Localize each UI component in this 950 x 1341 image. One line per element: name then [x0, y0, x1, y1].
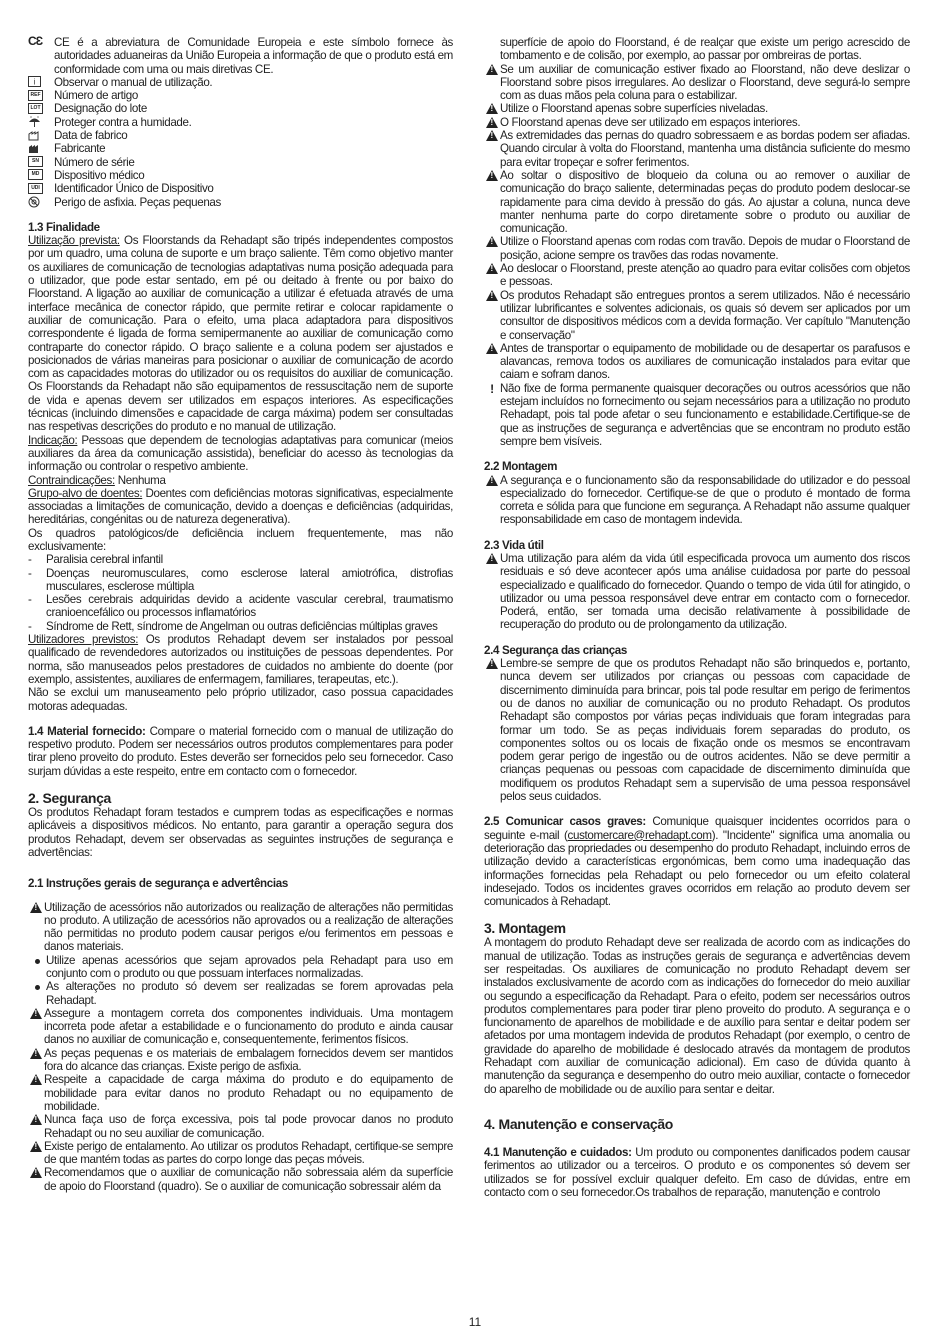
- safety-continued: superfície de apoio do Floorstand, é de realçar que existe um perigo acrescido de tombamento e de colisão, por exemplo, ao passar por ombreiras de portas.: [500, 36, 910, 63]
- dash-bullet: -: [28, 619, 32, 633]
- safety-item: ! Antes de transportar o equipamento de mobilidade ou de desapertar os parafusos e alavancas, remova todos os auxiliares de comunicação instalados para evitar que caiam e sofram danos.: [484, 342, 910, 382]
- svg-text:i: i: [33, 77, 36, 87]
- email-link[interactable]: customercare@rehadapt.com: [567, 828, 712, 842]
- warning-icon: [30, 1114, 42, 1125]
- section-3-text: A montagem do produto Rehadapt deve ser realizada de acordo com as indicações do manual de utilização. Todas as instruções gerais de segurança e advertências devem ser respeitadas. Os auxiliares de comunicação no produto Rehadapt devem ser instalados exclusivamente de acordo com as indicações do fornecedor do meio auxiliar ou segundo a especificação da Rehadapt. Para o efeito, podem ser necessários outros produtos complementares para poder tirar pleno proveito do produto. A segurança e o funcionamento de aparelhos de mobilidade e de auxílio para sentar e deitar podem ser afetados por uma montagem indevida de produtos Rehadapt (por exemplo, o centro de gravidade do aparelho de mobilidade é deslocado através da montagem de produtos Rehadapt com auxiliar de comunicação adicional). Em caso de dúvida quanto à manutenção da segurança e desempenho do outro meio auxiliar, contacte o fornecedor do aparelho de mobilidade ou de auxílio para sentar e deitar.: [484, 936, 910, 1096]
- warning-icon: [30, 1074, 42, 1085]
- conditions-list: [28, 553, 453, 633]
- symbol-row: [28, 169, 453, 182]
- umbrella-icon: [28, 116, 54, 128]
- intended-use: Utilização prevista: Os Floorstands da Rehadapt são tripés independentes compostos por um quadro, uma coluna de suporte e um braço saliente. Têm como objetivo manter os auxiliares de comunicação de tecnologias adaptativas numa posição adequada para o utilizador, que pode estar sentado, em pé ou deitado à frente ou por baixo do Floorstand. A ligação ao auxiliar de comunicação a utilizar é efetuada através de uma interface mecânica de conector rápido, que permite retirar e colocar rapidamente o auxiliar de comunicação. Para o efeito, uma placa adaptadora para dispositivos correspondente é ligada de forma semipermanente ao auxiliar de comunicação como contraparte do conector rápido. O braço saliente e a coluna podem ser ajustados e posicionados de várias maneiras para posicionar o auxiliar de comunicação de acordo com as capacidades motoras do utilizador ou os requisitos do auxiliar de comunicação. Os Floorstands da Rehadapt não são equipamentos de ressuscitação nem de suporte de vida e apenas devem ser utilizados em espaços interiores. As especificações técnicas (incluindo dimensões e capacidade de carga máxima) podem ser consultadas nas respetivas descrições do produto e no manual de utilização.: [28, 234, 454, 434]
- safety-item: ! Utilize o Floorstand apenas com rodas com travão. Depois de mudar o Floorstand de posição, acione sempre os travões das rodas novamente.: [484, 235, 910, 262]
- symbol-description: Fabricante: [54, 142, 106, 156]
- exclamation-icon: !: [490, 381, 494, 396]
- warning-icon: [30, 902, 42, 913]
- section-1-3-heading: 1.3 Finalidade: [28, 220, 100, 234]
- manufacture-date-icon: [28, 129, 54, 141]
- left-column: [28, 36, 453, 1193]
- symbol-description: Designação do lote: [54, 102, 147, 116]
- section-4-1: 4.1 Manutenção e cuidados: Um produto ou componentes danificados podem causar ferimentos ao utilizador ou a terceiros. O produto e os componentes só devem ser utilizados se for possível excluir qualquer defeito. Em caso de dúvidas, entre em contacto com o seu fornecedor.Os trabalhos de reparação, manutenção e controlo: [484, 1145, 910, 1199]
- safety-item: ! Respeite a capacidade de carga máxima do produto e do equipamento de mobilidade para evitar danos no produto Rehadapt ou no equipamento de mobilidade.: [28, 1073, 453, 1113]
- list-item: - Doenças neuromusculares, como esclerose lateral amiotrófica, distrofias musculares, esclerose múltipla: [28, 566, 453, 593]
- symbol-row: [28, 182, 453, 195]
- symbol-row: [28, 76, 453, 89]
- dash-bullet: -: [28, 566, 32, 580]
- safety-item: ! Os produtos Rehadapt são entregues prontos a serem utilizados. Não é necessário utilizar lubrificantes e solventes adicionais, os quais só devem ser aplicados por um consultor de dispositivos médicos com a devida formação. Ver capítulo "Manutenção e conservação": [484, 289, 910, 342]
- warning-icon: [486, 117, 498, 128]
- safety-instructions-list-cont: [484, 63, 910, 449]
- warning-icon: [486, 290, 498, 301]
- section-1-4: 1.4 Material fornecido: Compare o material fornecido com o manual de utilização do respetivo produto. Podem ser necessários outros produtos complementares para poder tirar pleno proveito do produto. Estes deverão ser fornecidos pelo seu fornecedor. Caso surjam dúvidas a este respeito, entre em contacto com o fornecedor.: [28, 724, 453, 778]
- symbol-row: [28, 196, 453, 209]
- safety-item: ! Utilização de acessórios não autorizados ou realização de alterações não permitidas no produto. A utilização de acessórios não aprovados ou a realização de alterações não permitidas no produto podem causar perigos e/ou ferimentos em pessoas e danos materiais.: [28, 901, 453, 954]
- symbol-description: Data de fabrico: [54, 129, 128, 143]
- symbol-description: Perigo de asfixia. Peças pequenas: [54, 195, 221, 209]
- section-2-heading: 2. Segurança: [28, 790, 111, 807]
- safety-item: ! Não fixe de forma permanente quaisquer decorações ou outros acessórios que não estejam incluídos no fornecimento ou sejam necessários para a utilização no produto Rehadapt, pois tal pode afetar o seu funcionamento e estabilidade.Certifique-se de que as instruções de segurança e advertências que se encontram no produto estão sempre bem visíveis.: [490, 381, 910, 448]
- list-item: - Síndrome de Rett, síndrome de Angelman ou outras deficiências múltiplas graves: [28, 619, 438, 633]
- symbol-row: [28, 36, 453, 76]
- symbol-description: Número de artigo: [54, 89, 138, 103]
- safety-instructions-list: [28, 901, 453, 1194]
- symbol-description: Observar o manual de utilização.: [54, 75, 213, 89]
- intended-users-extra: Não se exclui um manuseamento pelo próprio utilizador, caso possua capacidades motoras adequadas.: [28, 686, 453, 713]
- symbol-description: Dispositivo médico: [54, 168, 145, 182]
- warning-icon: [486, 553, 498, 564]
- section-3-heading: 3. Montagem: [484, 920, 566, 937]
- warning-icon: [30, 1141, 42, 1152]
- warning-icon: [486, 658, 498, 669]
- symbol-row: [28, 129, 453, 142]
- indication: Indicação: Pessoas que dependem de tecnologias adaptativas para comunicar (meios auxiliares da área da comunicação assistida), beneficiar do acesso às tecnologias da informação ou controlar o respetivo ambiente.: [28, 433, 453, 474]
- warning-icon: [30, 1167, 42, 1178]
- section-2-4-item: ! Lembre-se sempre de que os produtos Rehadapt não são brinquedos e, portanto, nunca devem ser utilizados por crianças ou pessoas com capacidade de discernimento diminuída para brincar, pois tal pode resultar em perigo de ferimentos ou de danos no auxiliar de comunicação ou no produto Rehadapt. Os produtos Rehadapt são compostos por várias peças individuais que foram integradas para formar um todo. Se as peças individuais forem separadas do produto, os componentes soltos ou os locais de fixação onde os mesmos se encontravam podem gerar perigo de ingestão ou de outros acidentes. Não se deve permitir a crianças pequenas ou pessoas com capacidade de discernimento diminuída que modifiquem os produtos Rehadapt sem a supervisão de uma pessoa responsável pelos seus cuidados.: [484, 657, 910, 803]
- ref-icon: REF: [28, 89, 54, 101]
- intended-users: Utilizadores previstos: Os produtos Rehadapt devem ser instalados por pessoal qualificado de revendedores autorizados ou instituições de pessoas dependentes. Por norma, são manuseados pelos prestadores de cuidados no ambiente do doente (por exemplo, assistentes, auxiliares de enfermagem, familiares, terapeutas, etc.).: [28, 633, 453, 686]
- bullet-icon: [35, 985, 40, 990]
- safety-item: ! Ao soltar o dispositivo de bloqueio da coluna ou ao remover o auxiliar de comunicação do braço saliente, determinadas peças do produto podem deslocar-se rapidamente para cima devido à pressão do gás. Ao ajustar a coluna, nunca deve manter nenhuma parte do corpo diretamente sobre o produto ou auxiliar de comunicação.: [484, 169, 910, 235]
- manufacturer-icon: [28, 142, 54, 154]
- bullet-icon: [35, 959, 40, 964]
- warning-icon: [486, 475, 498, 486]
- symbol-description: Proteger contra a humidade.: [54, 115, 192, 129]
- safety-item: ! Existe perigo de entalamento. Ao utilizar os produtos Rehadapt, certifique-se sempre de que mantém todas as partes do corpo longe das peças móveis.: [28, 1140, 453, 1167]
- warning-icon: [30, 1008, 42, 1019]
- safety-item: ! Nunca faça uso de força excessiva, pois tal pode provocar danos no produto Rehadapt ou no seu auxiliar de comunicação.: [28, 1113, 453, 1140]
- safety-item: ! Recomendamos que o auxiliar de comunicação não sobressaia além da superfície de apoio do Floorstand (quadro). Se o auxiliar de comunicação sobressair além da: [28, 1166, 453, 1193]
- manual-icon: [28, 76, 54, 88]
- warning-icon: [486, 103, 498, 114]
- safety-item: ! Ao deslocar o Floorstand, preste atenção ao quadro para evitar colisões com objetos e pessoas.: [484, 262, 910, 289]
- dash-bullet: -: [28, 593, 32, 607]
- warning-icon: [486, 64, 498, 75]
- safety-item: ! As extremidades das pernas do quadro sobressaem e as bordas podem ser afiadas. Quando circular à volta do Floorstand, mantenha uma distância suficiente do mesmo para evitar tropeçar e sofrer ferimentos.: [484, 129, 910, 169]
- list-item: - Paralisia cerebral infantil: [28, 553, 163, 567]
- warning-icon: [486, 343, 498, 354]
- symbol-row: [28, 116, 453, 129]
- page-number: 11: [468, 1315, 482, 1329]
- warning-icon: [30, 1048, 42, 1059]
- safety-item: ! Assegure a montagem correta dos componentes individuais. Uma montagem incorreta pode afetar a estabilidade e o funcionamento do produto e ainda causar danos no auxiliar de comunicação e, consequentemente, ferimentos físicos.: [28, 1007, 453, 1047]
- safety-item: ! As peças pequenas e os materiais de embalagem fornecidos devem ser mantidos fora do alcance das crianças. Existe perigo de asfixia.: [28, 1047, 453, 1074]
- warning-icon: [486, 236, 498, 247]
- medical-device-icon: MD: [28, 169, 54, 181]
- section-2-3-item: ! Uma utilização para além da vida útil especificada provoca um aumento dos riscos residuais e só deve acontecer após uma análise cuidadosa por parte do pessoal especializado e qualificado do fornecedor. Quando o tempo de vida útil for atingido, o utilizador ou uma pessoa responsável deve entrar em contacto com o fornecedor. Poderá, então, ser tomada uma decisão relativamente à possibilidade de recuperação do produto ou de prolongamento da utilização.: [484, 552, 910, 632]
- safety-item: ! Utilize o Floorstand apenas sobre superfícies niveladas.: [484, 102, 910, 115]
- safety-item: Utilize apenas acessórios que sejam aprovados pela Rehadapt para uso em conjunto com o produto ou que possuam interfaces normalizadas.: [28, 954, 453, 981]
- section-2-1-heading: 2.1 Instruções gerais de segurança e advertências: [28, 877, 288, 891]
- symbol-row: [28, 156, 453, 169]
- symbol-row: [28, 102, 453, 115]
- warning-icon: [486, 263, 498, 274]
- symbol-description: Número de série: [54, 155, 135, 169]
- section-2-5: 2.5 Comunicar casos graves: Comunique quaisquer incidentes ocorridos para o seguinte e-mail (customercare@rehadapt.com). "Incidente" significa uma anomalia ou deterioração das propriedades ou desempenho do produto Rehadapt, incluindo erros de utilização devido a características ergonómicas, bem como uma inadequação das informações fornecidas pela Rehadapt ou pelo fornecedor ou um efeito colateral indesejado. Todos os incidentes graves ocorridos em relação ao produto devem ser comunicados à Rehadapt.: [484, 815, 910, 909]
- symbol-row: [28, 89, 453, 102]
- section-2-4-heading: 2.4 Segurança das crianças: [484, 643, 627, 657]
- contraindications: Contraindicações: Nenhuma: [28, 473, 166, 487]
- conditions-intro: Os quadros patológicos/de deficiência incluem frequentemente, mas não exclusivamente:: [28, 526, 453, 553]
- symbol-row: [28, 142, 453, 155]
- serial-number-icon: SN: [28, 156, 54, 168]
- list-item: - Lesões cerebrais adquiridas devido a acidente vascular cerebral, traumatismo cranioencefálico ou processos inflamatórios: [28, 593, 453, 620]
- section-2-3-heading: 2.3 Vida útil: [484, 538, 544, 552]
- section-2-text: Os produtos Rehadapt foram testados e cumprem todas as especificações e normas aplicáveis a dispositivos médicos. No entanto, para garantir a operação segura dos produtos Rehadapt, devem ser observadas as seguintes instruções de segurança e advertências:: [28, 806, 453, 859]
- lot-icon: LOT: [28, 102, 54, 114]
- symbol-description: Identificador Único de Dispositivo: [54, 182, 214, 196]
- udi-icon: UDI: [28, 182, 54, 194]
- section-2-2-item: ! A segurança e o funcionamento são da responsabilidade do utilizador e do pessoal especializado do fornecedor. Certifique-se de que o produto é montado de forma correta e sólida para que funcione em segurança. A Rehadapt não assume qualquer responsabilidade em caso de montagem indevida.: [484, 474, 910, 527]
- target-group: Grupo-alvo de doentes: Doentes com deficiências motoras significativas, especialmente associadas a limitações de comunicação, devido a doenças e deficiências (adquiridas, hereditárias, congénitas ou de natureza degenerativa).: [28, 486, 453, 527]
- dash-bullet: -: [28, 553, 32, 567]
- warning-icon: [486, 170, 498, 181]
- section-2-2-heading: 2.2 Montagem: [484, 460, 558, 474]
- safety-item: ! Se um auxiliar de comunicação estiver fixado ao Floorstand, não deve deslizar o Floorstand sobre pisos irregulares. Ao deslizar o Floorstand, deve segurá-lo sempre com as duas mãos pela coluna para o estabilizar.: [484, 63, 910, 103]
- right-column: [484, 36, 910, 1199]
- safety-item: As alterações no produto só devem ser realizadas se forem aprovadas pela Rehadapt.: [28, 980, 453, 1007]
- ce-mark-icon: CƐ: [28, 34, 43, 49]
- section-4-heading: 4. Manutenção e conservação: [484, 1115, 673, 1132]
- symbol-description: CE é a abreviatura de Comunidade Europeia e este símbolo fornece às autoridades aduaneiras da União Europeia a informação de que o produto está em conformidade com uma ou mais diretivas CE.: [54, 36, 453, 76]
- warning-icon: [486, 130, 498, 141]
- symbol-legend: [28, 36, 453, 209]
- small-parts-icon: [28, 196, 54, 208]
- safety-item: ! O Floorstand apenas deve ser utilizado em espaços interiores.: [484, 116, 910, 129]
